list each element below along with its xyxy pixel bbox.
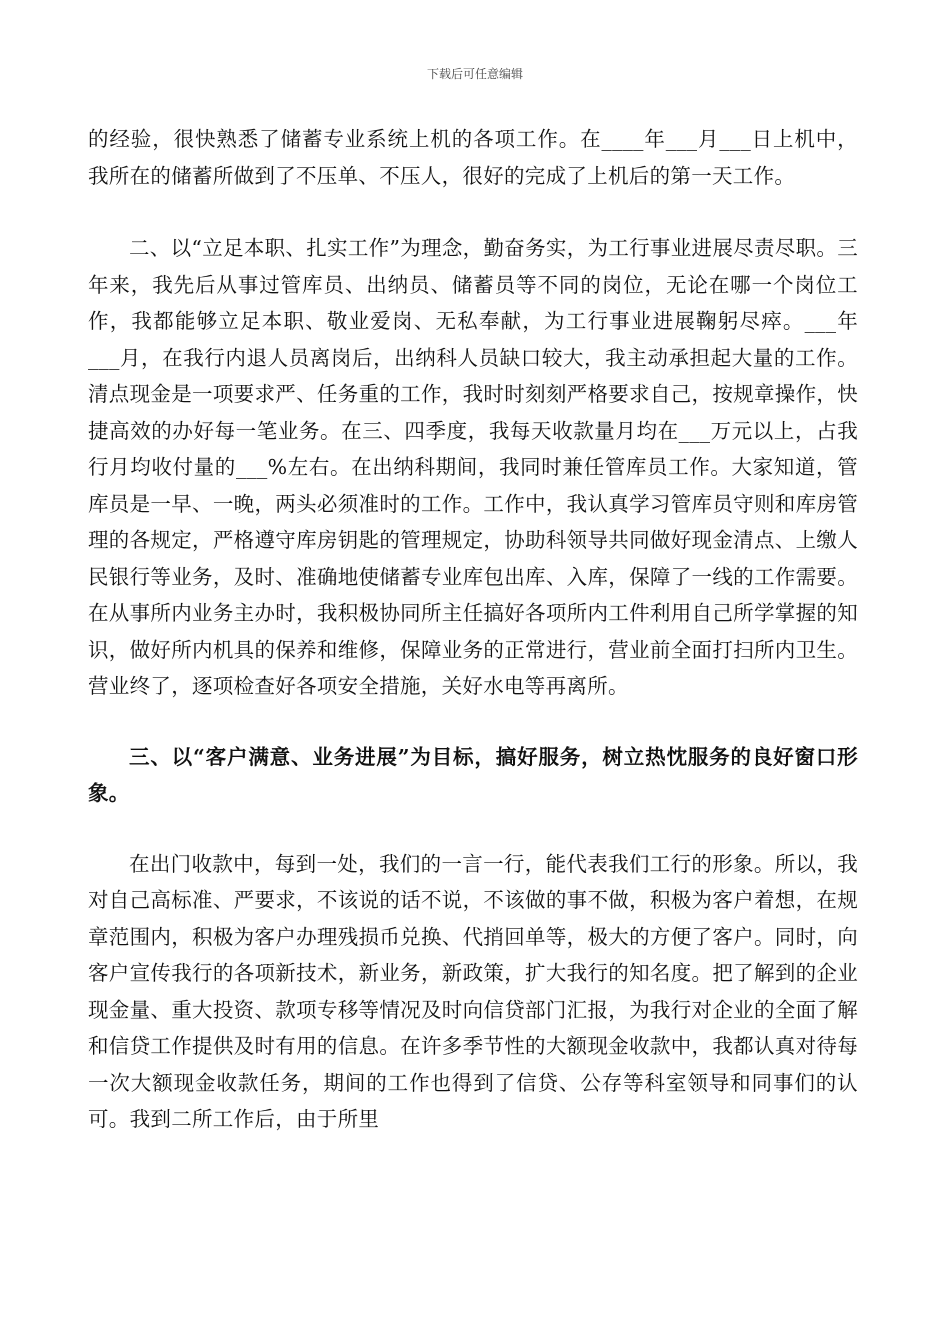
page-header: 下载后可任意编辑 [426,67,523,81]
paragraph-customer-service: 在出门收款中，每到一处，我们的一言一行，能代表我们工行的形象。所以，我对自己高标准、严要求，不该说的话不说，不该做的事不做，积极为客户着想，在规章范围内，积极为客户办理残损币兑换、代捎回单等，极大的方便了客户。同时，向客户宣传我行的各项新技术，新业务，新政策，扩大我行的知名度。把了解到的企业现金量、重大投资、款项专移等情况及时向信贷部门汇报，为我行对企业的全面了解和信贷工作提供及时有用的信息。在许多季节性的大额现金收款中，我都认真对待每一次大额现金收款任务，期间的工作也得到了信贷、公存等科室领导和同事们的认可。我到二所工作后，由于所里 [88,851,858,1131]
paragraph-section-two: 二、以“立足本职、扎实工作”为理念，勤奋务实，为工行事业进展尽责尽职。三年来，我先后从事过管库员、出纳员、储蓄员等不同的岗位，无论在哪一个岗位工作，我都能够立足本职、敬业爱岗、无私奉献，为工行事业进展鞠躬尽瘁。___年___月，在我行内退人员离岗后，出纳科人员缺口较大，我主动承担起大量的工作。清点现金是一项要求严、任务重的工作，我时时刻刻严格要求自己，按规章操作，快捷高效的办好每一笔业务。在三、四季度，我每天收款量月均在___万元以上，占我行月均收付量的___%左右。在出纳科期间，我同时兼任管库员工作。大家知道，管库员是一早、一晚，两头必须准时的工作。工作中，我认真学习管库员守则和库房管理的各规定，严格遵守库房钥匙的管理规定，协助科领导共同做好现金清点、上缴人民银行等业务，及时、准确地使储蓄专业库包出库、入库，保障了一线的工作需要。在从事所内业务主办时，我积极协同所主任搞好各项所内工件利用自己所学掌握的知识，做好所内机具的保养和维修，保障业务的正常进行，营业前全面打扫所内卫生。营业终了，逐项检查好各项安全措施，关好水电等再离所。 [88,236,858,698]
document-body [88,121,858,1138]
section-three-heading: 三、以“客户满意、业务进展”为目标，搞好服务，树立热忱服务的良好窗口形象。 [88,744,858,805]
paragraph-upline-work: 的经验，很快熟悉了储蓄专业系统上机的各项工作。在____年___月___日上机中，我所在的储蓄所做到了不压单、不压人，很好的完成了上机后的第一天工作。 [88,127,858,188]
